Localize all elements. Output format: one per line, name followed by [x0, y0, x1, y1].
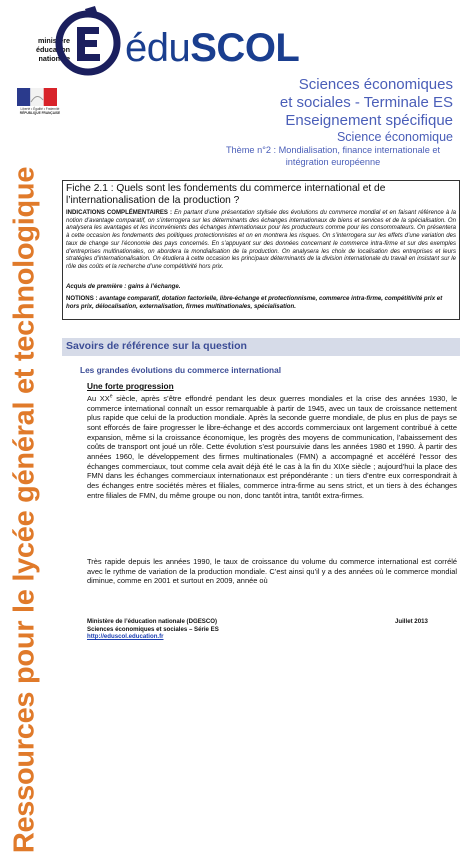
footer-ministere: Ministère de l’éducation nationale (DGESCO) [87, 618, 218, 625]
header-line-2: et sociales - Terminale ES [279, 94, 453, 111]
notions-paragraph [66, 295, 456, 310]
ministere-line-1: ministère [38, 36, 70, 45]
header-line-3: Enseignement spécifique [285, 112, 453, 129]
flag-republique: RÉPUBLIQUE FRANÇAISE [19, 111, 61, 115]
paragraph-1 [87, 394, 457, 500]
eduscol-logo: éduSCOL [125, 26, 300, 70]
indications-label: INDICATIONS COMPLÉMENTAIRES : [66, 210, 173, 216]
notions-label: NOTIONS : [66, 295, 98, 302]
notions-text: avantage comparatif, dotation factorielle, libre-échange et protectionnisme, commerce intra-firme, compétitivité prix et hors prix, délocalisation, externalisation, firmes multinationales, spécialisation. [66, 295, 443, 310]
acquis-premiere: Acquis de première : gains à l’échange. [66, 283, 181, 290]
indications-text: En partant d’une présentation stylisée des évolutions du commerce mondial et en faisant référence à la notion d’avantage comparatif, on s’interrogera sur les déterminants des échanges internationaux de biens et services et de la spécialisation. On analysera les avantages et les inconvénients des échanges internationaux pour les producteurs comme pour les consommateurs. On présentera à cette occasion les fondements des politiques protectionnistes et on en montrera les risques. On s’interrogera sur les effets d’une variation des taux de change sur l’économie des pays concernés. En s’appuyant sur des données concernant le commerce intra-firme et sur des exemples d’entreprises multinationales, on abordera la mondialisation de la production. On analysera les choix de localisation des entreprises et leurs stratégies d’internationalisation. On étudiera à cette occasion les principaux déterminants de la division internationale du travail en insistant sur le rôle des coûts et la recherche d’une compétitivité hors prix. [66, 210, 456, 270]
paragraph-2: Très rapide depuis les années 1990, le taux de croissance du volume du commerce international est corrélé avec le rythme de variation de la production mondiale. C’est ainsi qu’il y a des années où le commerce mondial diminue, comme en 2001 et surtout en 2009, année où [87, 557, 457, 586]
theme-title: Thème n°2 : Mondialisation, finance internationale et intégration européenne [225, 145, 441, 167]
side-banner [0, 140, 50, 853]
footer-link[interactable]: http://eduscol.education.fr [87, 633, 164, 641]
section-subtitle: Les grandes évolutions du commerce international [80, 365, 282, 375]
century-superscript: e [109, 393, 113, 400]
section-title: Savoirs de référence sur la question [66, 340, 247, 352]
fiche-title: Fiche 2.1 : Quels sont les fondements du commerce international et de l’internationalisation de la production ? [66, 183, 386, 206]
flag-caption [14, 107, 66, 115]
header-line-1: Sciences économiques [298, 76, 453, 93]
ministere-line-3: nationale [38, 54, 70, 63]
side-banner-text: Ressources pour le lycée général et technologique [8, 166, 41, 853]
footer-date: Juillet 2013 [395, 618, 428, 625]
paragraph-1-body: siècle, après s’être effondré pendant les deux guerres mondiales et la crise des années 1930, le commerce international connaît un essor remarquable à partir de 1945, avec un taux de croissance nettement plus rapide que celui de la production mondiale. Après la seconde guerre mondiale, de plus en plus de pays se sont efforcés de faire progresser le libre-échange et des accords commerciaux ont largement contribué à cette expansion, même si la croissance économique, les progrès des moyens de communication, l’abaissement des coûts de transport ont joué un rôle. Cette évolution s’est poursuivie dans les années 1980 et 1990. À partir des années 1960, le développement des firmes multinationales (FMN) a accompagné et accéléré l’essor des échanges commerciaux, tout comme cela avait déjà été le cas à la fin du XIXe siècle ; aujourd’hui la place des FMN dans les échanges commerciaux internationaux est prépondérante : un tiers d’entre eux correspondrait à des échanges entre sociétés mères et filiales, commerce intra-firme au sens strict, et un tiers à des échanges entre filiales de FMN, du même groupe ou non, donc tantôt intra, tantôt extra-firmes. [87, 394, 457, 500]
paragraph-1-start: Au XX [87, 394, 110, 403]
french-flag-icon [17, 88, 57, 106]
indications-paragraph [66, 210, 456, 272]
footer-serie: Sciences économiques et sociales – Série ES [87, 625, 219, 633]
header-line-4: Science économique [336, 130, 453, 144]
ministere-line-2: éducation [36, 45, 70, 54]
subheading: Une forte progression [87, 381, 174, 391]
footer [87, 618, 219, 641]
flag-motto: Liberté • Égalité • Fraternité [20, 107, 60, 111]
ministere-e-logo-icon [55, 5, 121, 77]
